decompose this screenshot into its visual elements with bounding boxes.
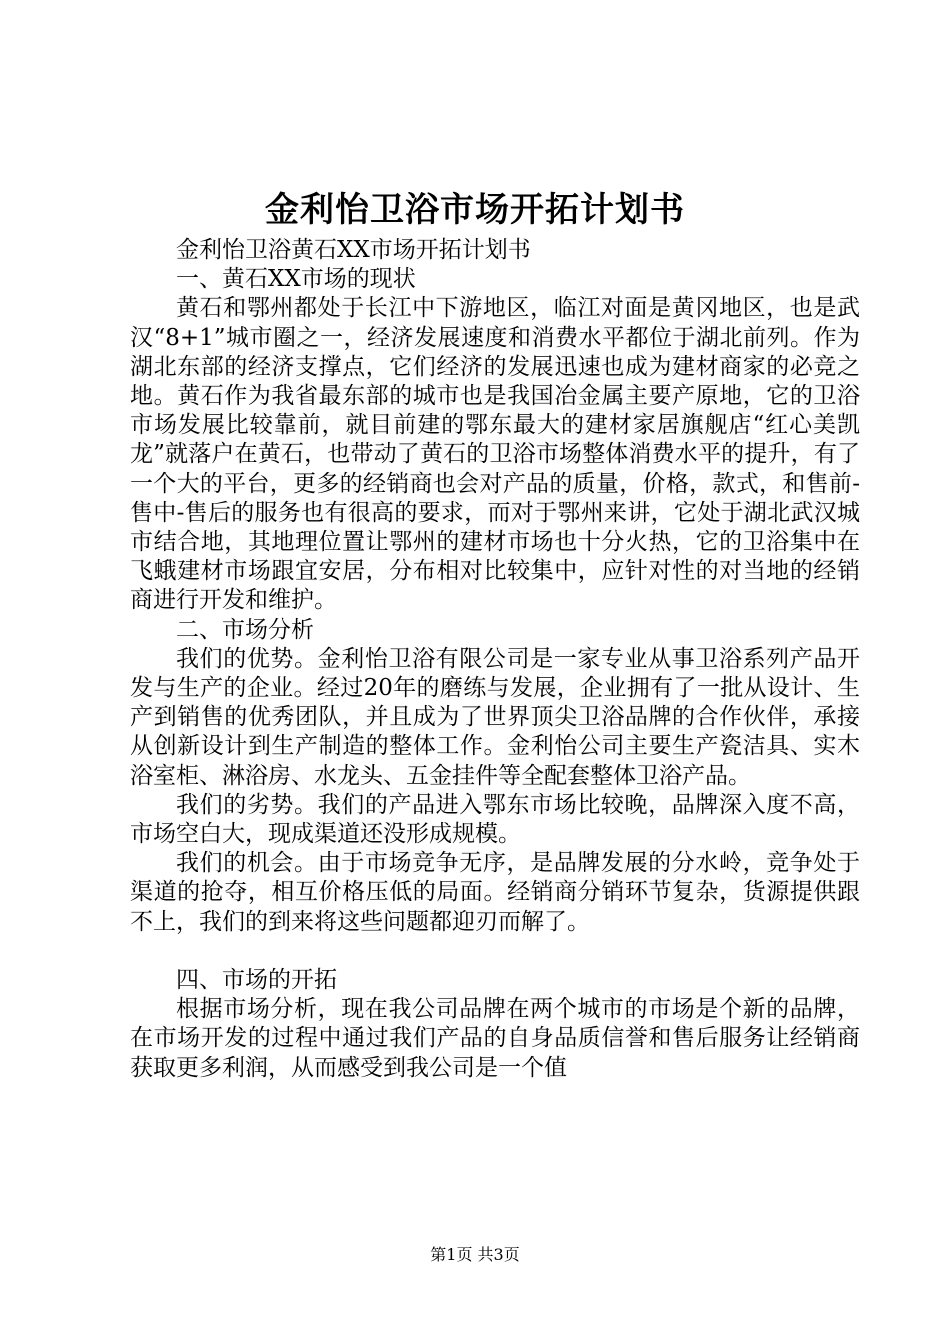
document-subtitle: 金利怡卫浴黄石XX市场开拓计划书 bbox=[176, 237, 531, 263]
document-title: 金利怡卫浴市场开拓计划书 bbox=[265, 190, 685, 230]
opportunity-paragraph: 我们的机会。由于市场竞争无序，是品牌发展的分水岭，竞争处于渠道的抢夺，相互价格压低的局面。经销商分销环节复杂，货源提供跟不上，我们的到来将这些问题都迎刃而解了。 bbox=[130, 850, 860, 935]
page-footer: 第1页 共3页 bbox=[430, 1245, 520, 1264]
strength-paragraph: 我们的优势。金利怡卫浴有限公司是一家专业从事卫浴系列产品开发与生产的企业。经过20年的磨练与发展，企业拥有了一批从设计、生产到销售的优秀团队，并且成为了世界顶尖卫浴品牌的合作伙伴，承接从创新设计到生产制造的整体工作。金利怡公司主要生产瓷洁具、实木浴室柜、淋浴房、水龙头、五金挂件等全配套整体卫浴产品。 bbox=[130, 645, 860, 789]
document-body bbox=[130, 236, 860, 1083]
weakness-paragraph: 我们的劣势。我们的产品进入鄂东市场比较晚，品牌深入度不高，市场空白大，现成渠道还没形成规模。 bbox=[130, 791, 860, 848]
section-4-heading: 四、市场的开拓 bbox=[176, 967, 337, 994]
section-4-paragraph: 根据市场分析，现在我公司品牌在两个城市的市场是个新的品牌，在市场开发的过程中通过我们产品的自身品质信誉和售后服务让经销商获取更多利润，从而感受到我公司是一个值 bbox=[130, 996, 860, 1081]
section-2-heading: 二、市场分析 bbox=[176, 616, 314, 643]
blank-line bbox=[130, 937, 860, 966]
section-1-paragraph: 黄石和鄂州都处于长江中下游地区，临江对面是黄冈地区，也是武汉“8+1”城市圈之一，经济发展速度和消费水平都位于湖北前列。作为湖北东部的经济支撑点，它们经济的发展迅速也成为建材商家的必竞之地。黄石作为我省最东部的城市也是我国冶金属主要产原地，它的卫浴市场发展比较靠前，就目前建的鄂东最大的建材家居旗舰店“红心美凯龙”就落户在黄石，也带动了黄石的卫浴市场整体消费水平的提升，有了一个大的平台，更多的经销商也会对产品的质量，价格，款式，和售前-售中-售后的服务也有很高的要求，而对于鄂州来讲，它处于湖北武汉城市结合地，其地理位置让鄂州的建材市场也十分火热，它的卫浴集中在飞蛾建材市场跟宜安居，分布相对比较集中，应针对性的对当地的经销商进行开发和维护。 bbox=[130, 295, 860, 614]
section-1-heading: 一、黄石XX市场的现状 bbox=[176, 266, 416, 293]
